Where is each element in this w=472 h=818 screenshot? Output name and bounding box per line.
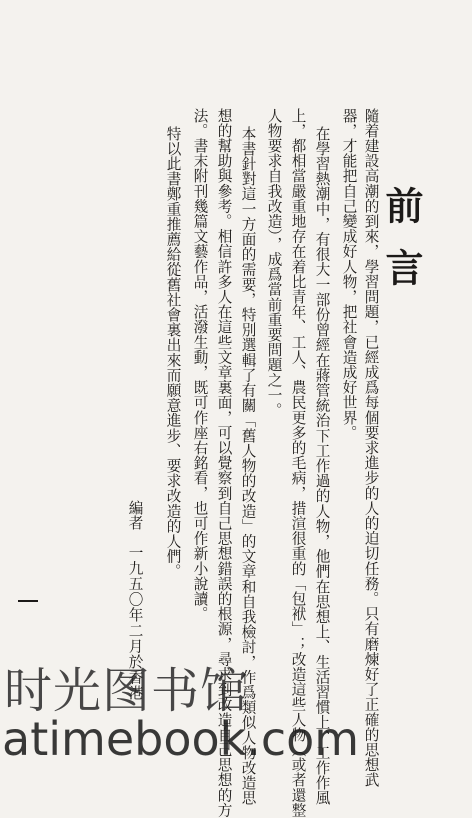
paragraph-line-2: 器，才能把自己變成好人物，把社會造成好世界。 [340,108,358,441]
paragraph-line-5: 人物要求自我改造），成爲當前重要問題之一。 [265,108,283,418]
paragraph-line-4: 上，都相當嚴重地存在着比青年、工人、農民更多的毛病，措渲很重的「包袱」；改造這些人物（或者還整 [289,108,307,818]
paragraph-line-6: 本書針對這一方面的需要，特別選輯了有關「舊人物的改造」的文章和自我檢討，作爲類似人物改造思 [239,126,257,806]
watermark-chinese: 时光图书馆 [4,663,250,719]
paragraph-line-9: 特以此書鄭重推薦給從舊社會裏出來而願意進步、要求改造的人們。 [164,126,182,579]
watermark-url: atimebook.com [2,712,360,766]
page-number [18,600,38,602]
paragraph-line-8: 法。書末附刊幾篇文藝作品，活潑生動，既可作座右銘看，也可作新小說讀。 [191,108,209,622]
editor-signature: 編者 [126,500,144,531]
paragraph-line-1: 隨着建設高潮的到來，學習問題，已經成爲每個要求進步的人的迫切任務。只有磨煉好了正確的思想武 [362,108,380,788]
page-title: 前言 [379,186,424,310]
paragraph-line-3: 在學習熱潮中，有很大一部份曾經在蔣管統治下工作過的人物，他們在思想上、生活習慣上、工作作風 [313,126,331,806]
paragraph-line-7: 想的幫助與參考。相信許多人在這些文章裏面，可以覺察到自己思想錯誤的根源，尋求到改造自己思想的方 [215,108,233,818]
preface-date: 一九五〇年二月於香港 [126,545,144,701]
